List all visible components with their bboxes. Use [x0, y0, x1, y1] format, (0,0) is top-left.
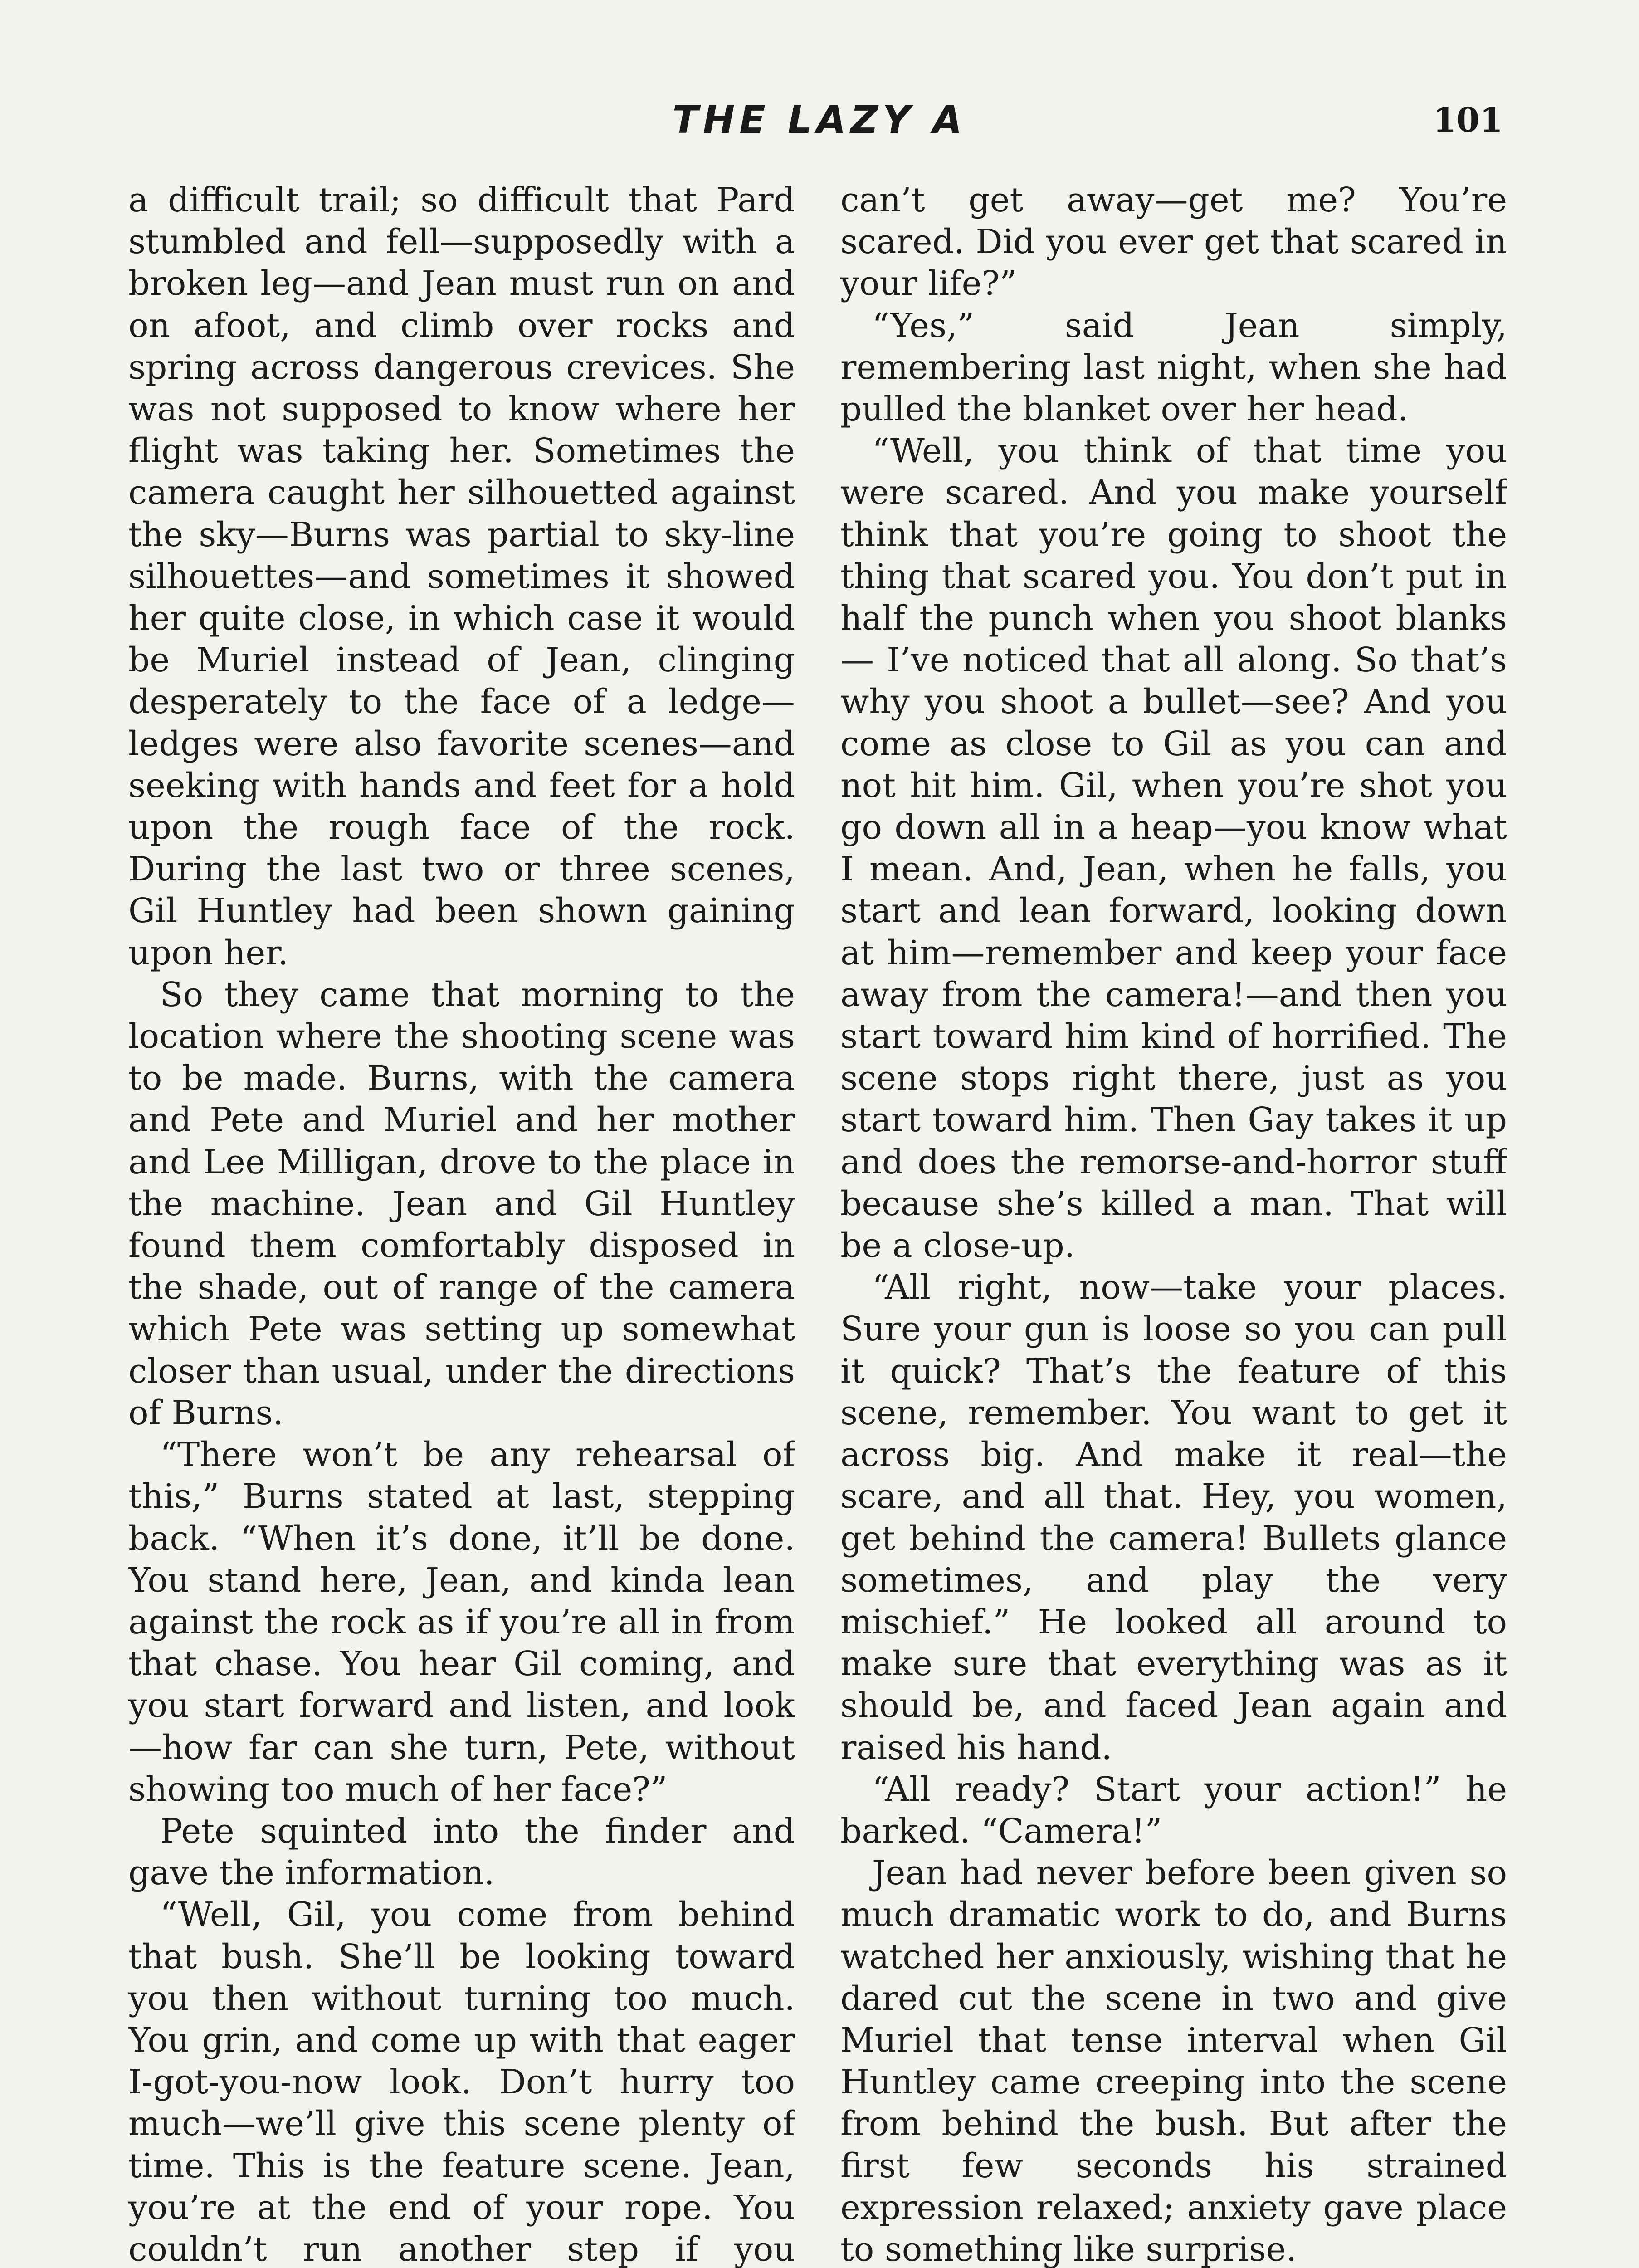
- paragraph: Pete squinted into the finder and gave the information.: [128, 1811, 795, 1893]
- page-number: 101: [1433, 101, 1503, 140]
- right-column: [840, 179, 1507, 2268]
- left-column: [128, 179, 795, 2268]
- paragraph: “Yes,” said Jean simply, remembering last night, when she had pulled the blanket over her head.: [840, 306, 1507, 429]
- paragraph: a difficult trail; so difficult that Pard stumbled and fell—supposedly with a broken leg—and Jean must run on and on afoot, and climb over rocks and spring across dangerous crevices. She was not supposed to know where her flight was taking her. Sometimes the camera caught her silhouetted against the sky—Burns was partial to sky-line silhouettes—and sometimes it showed her quite close, in which case it would be Muriel instead of Jean, clinging desperately to the face of a ledge—ledges were also favorite scenes—and seeking with hands and feet for a hold upon the rough face of the rock. During the last two or three scenes, Gil Huntley had been shown gaining upon her.: [128, 181, 795, 973]
- paragraph: Jean had never before been given so much dramatic work to do, and Burns watched her anxiously, wishing that he dared cut the scene in two and give Muriel that tense interval when Gil Huntley came creeping into the scene from behind the bush. But after the first few seconds his strained expression relaxed; anxiety gave place to something like surprise.: [840, 1853, 1507, 2268]
- paragraph: “There won’t be any rehearsal of this,” Burns stated at last, stepping back. “When it’s done, it’ll be done. You stand here, Jean, and kinda lean against the rock as if you’re all in from that chase. You hear Gil coming, and you start forward and listen, and look —how far can she turn, Pete, without showing too much of her face?”: [128, 1435, 795, 1809]
- paragraph: “All ready? Start your action!” he barked. “Camera!”: [840, 1769, 1507, 1851]
- paragraph: “All right, now—take your places. Sure your gun is loose so you can pull it quick? That’s the feature of this scene, remember. You want to get it across big. And make it real—the scare, and all that. Hey, you women, get behind the camera! Bullets glance sometimes, and play the very mischief.” He looked all around to make sure that everything was as it should be, and faced Jean again and raised his hand.: [840, 1268, 1507, 1767]
- paragraph: “Well, you think of that time you were scared. And you make yourself think that you’re going to shoot the thing that scared you. You don’t put in half the punch when you shoot blanks— I’ve noticed that all along. So that’s why you shoot a bullet—see? And you come as close to Gil as you can and not hit him. Gil, when you’re shot you go down all in a heap—you know what I mean. And, Jean, when he falls, you start and lean forward, looking down at him—remember and keep your face away from the camera!—and then you start toward him kind of horrified. The scene stops right there, just as you start toward him. Then Gay takes it up and does the remorse-and-horror stuff because she’s killed a man. That will be a close-up.: [840, 431, 1507, 1266]
- paragraph: So they came that morning to the location where the shooting scene was to be made. Burns, with the camera and Pete and Muriel and her mother and Lee Milligan, drove to the place in the machine. Jean and Gil Huntley found them comfortably disposed in the shade, out of range of the camera which Pete was setting up somewhat closer than usual, under the directions of Burns.: [128, 975, 795, 1432]
- paragraph: can’t get away—get me? You’re scared. Did you ever get that scared in your life?”: [840, 181, 1507, 303]
- running-title: THE LAZY A: [672, 98, 967, 142]
- paragraph: “Well, Gil, you come from behind that bush. She’ll be looking toward you then without turning too much. You grin, and come up with that eager I-got-you-now look. Don’t hurry too much—we’ll give this scene plenty of time. This is the feature scene. Jean, you’re at the end of your rope. You couldn’t run another step if you: [128, 1895, 795, 2268]
